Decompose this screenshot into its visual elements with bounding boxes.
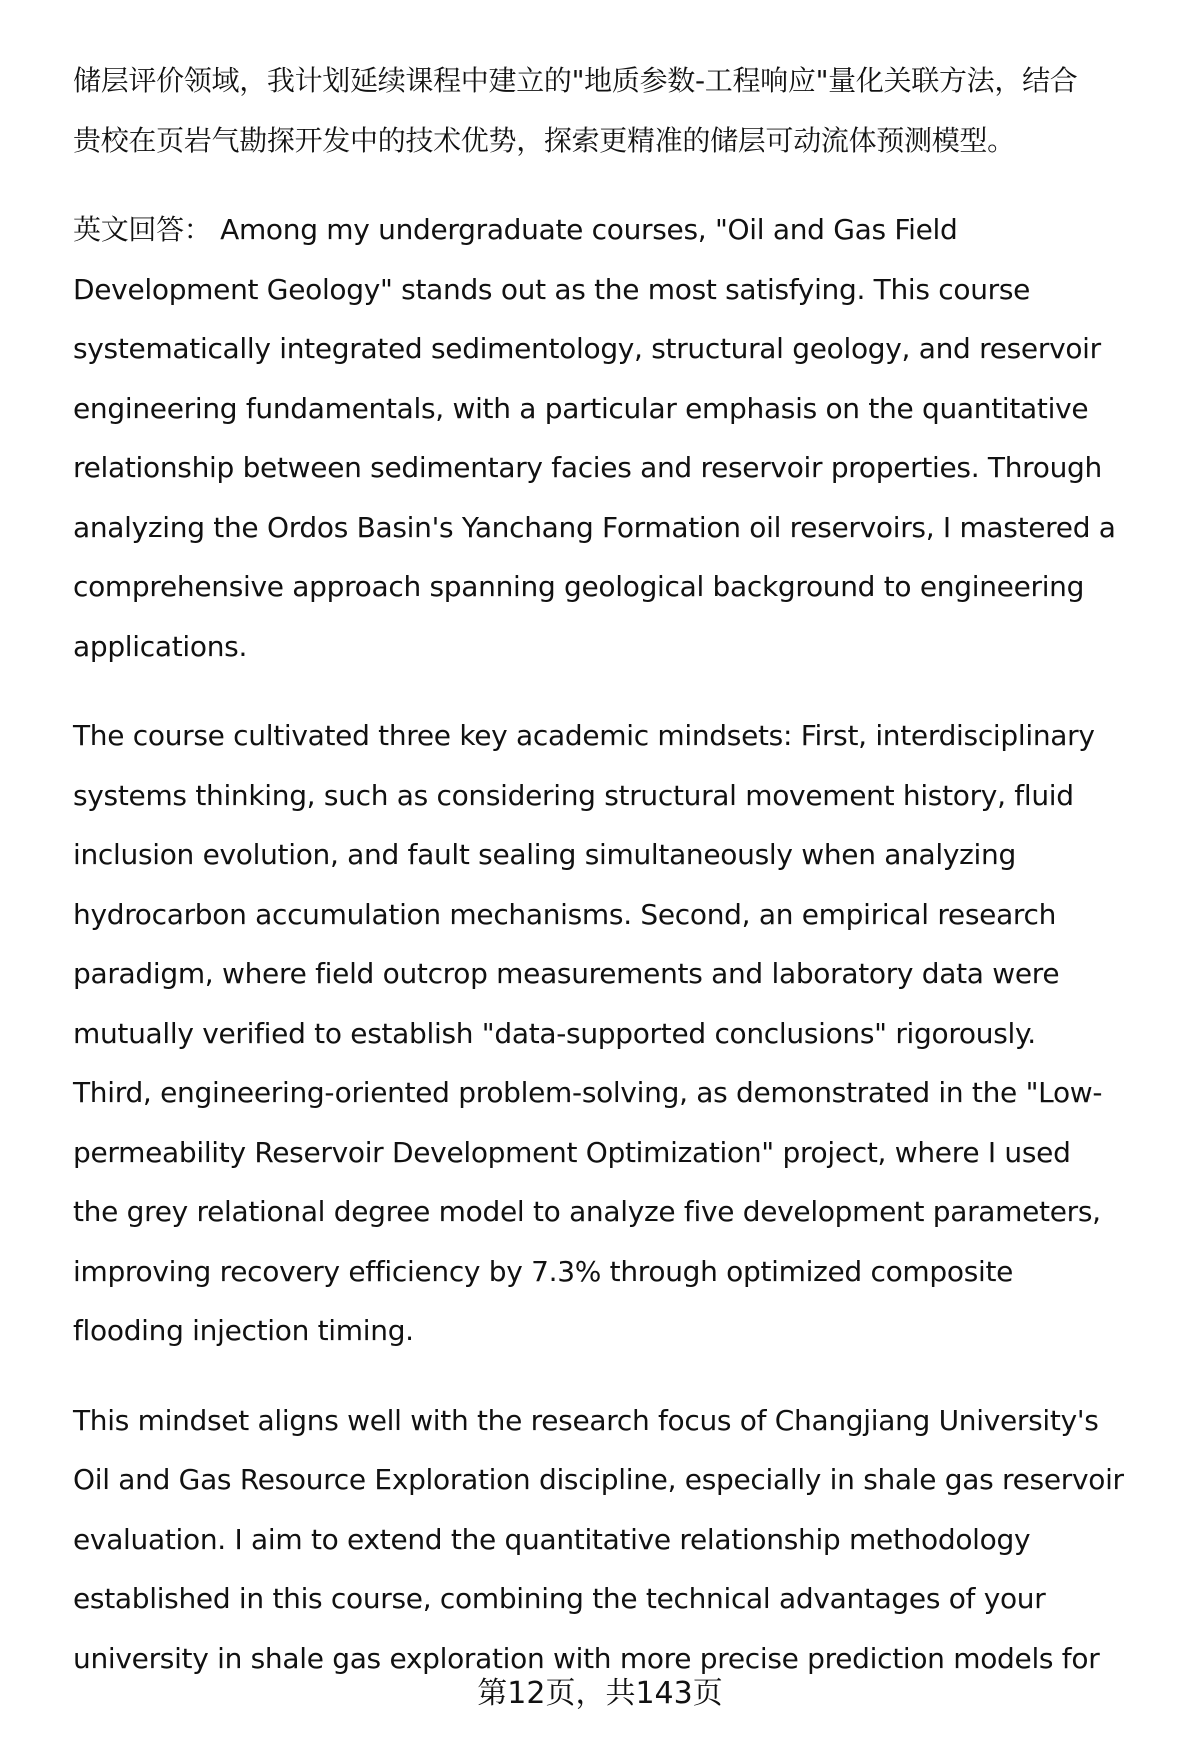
text-line: This mindset aligns well with the research focus of Changjiang University's xyxy=(73,1403,1099,1437)
text-line: applications. xyxy=(73,629,248,663)
paragraph-alignment xyxy=(73,1391,1163,1689)
text-line: systems thinking, such as considering structural movement history, fluid xyxy=(73,778,1074,812)
page-indicator: 第12页，共143页 xyxy=(477,1676,723,1711)
text-line: inclusion evolution, and fault sealing simultaneously when analyzing xyxy=(73,838,1016,871)
text-line: paradigm, where field outcrop measurements and laboratory data were xyxy=(73,957,1060,990)
text-line: 贵校在页岩气勘探开发中的技术优势，探索更精准的储层可动流体预测模型。 xyxy=(73,123,1015,157)
text-line: hydrocarbon accumulation mechanisms. Second, an empirical research xyxy=(73,897,1057,931)
paragraph-chinese-answer-end xyxy=(73,51,1163,170)
text-line: evaluation. I aim to extend the quantitative relationship methodology xyxy=(73,1522,1031,1556)
text-line: mutually verified to establish "data-supported conclusions" rigorously. xyxy=(73,1016,1036,1050)
text-line: university in shale gas exploration with more precise prediction models for xyxy=(73,1641,1100,1675)
text-line: improving recovery efficiency by 7.3% through optimized composite xyxy=(73,1254,1014,1288)
text-line: Third, engineering-oriented problem-solving, as demonstrated in the "Low- xyxy=(73,1076,1103,1109)
paragraph-mindsets xyxy=(73,706,1163,1361)
text-line: comprehensive approach spanning geological background to engineering xyxy=(73,570,1085,603)
text-line: 英文回答： Among my undergraduate courses, "Oil and Gas Field xyxy=(73,213,958,246)
text-line: permeability Reservoir Development Optimization" project, where I used xyxy=(73,1135,1071,1169)
text-line: analyzing the Ordos Basin's Yanchang Formation oil reservoirs, I mastered a xyxy=(73,510,1116,544)
text-line: systematically integrated sedimentology, structural geology, and reservoir xyxy=(73,332,1101,365)
text-line: 储层评价领域，我计划延续课程中建立的"地质参数-工程响应"量化关联方法，结合 xyxy=(73,64,1078,97)
text-line: engineering fundamentals, with a particular emphasis on the quantitative xyxy=(73,391,1089,425)
paragraph-english-answer xyxy=(73,200,1163,676)
text-line: the grey relational degree model to analyze five development parameters, xyxy=(73,1195,1101,1228)
text-line: Development Geology" stands out as the most satisfying. This course xyxy=(73,272,1031,306)
text-line: established in this course, combining the technical advantages of your xyxy=(73,1582,1046,1615)
text-line: relationship between sedimentary facies and reservoir properties. Through xyxy=(73,451,1102,484)
text-line: The course cultivated three key academic mindsets: First, interdisciplinary xyxy=(73,719,1095,752)
text-line: Oil and Gas Resource Exploration discipline, especially in shale gas reservoir xyxy=(73,1463,1124,1496)
text-line: flooding injection timing. xyxy=(73,1314,414,1347)
document-body xyxy=(73,51,1163,1718)
